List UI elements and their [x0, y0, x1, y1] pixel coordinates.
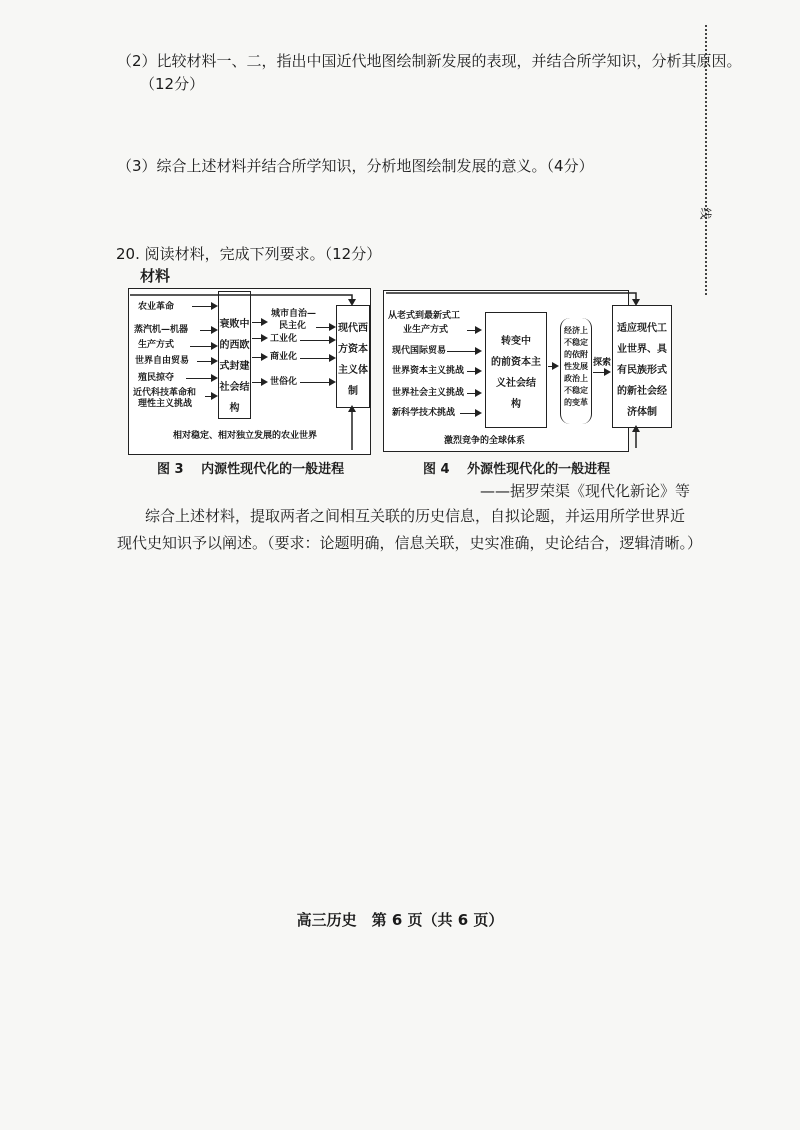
binding-line-mark: 线: [698, 207, 713, 220]
fig4-input-2: 业生产方式: [403, 325, 449, 335]
fig4-bracket-line-4: 性发展: [564, 362, 588, 371]
fig4-bracket-line-2: 不稳定: [564, 338, 588, 347]
fig4-bracket-line-1: 经济上: [564, 326, 588, 335]
fig4-bracket-line-5: 政治上: [564, 374, 588, 383]
fig4-middle-line-1: 转变中: [501, 336, 531, 347]
question-20-instruction: 综合上述材料，提取两者之间相互关联的历史信息，自拟论题，并运用所学世界近现代史知识予以阐述。（要求：论题明确，信息关联，史实准确，史论结合，逻辑清晰。）: [117, 507, 703, 552]
fig4-explore-label: 探索: [593, 358, 612, 368]
fig4-middle-line-3: 义社会结: [496, 378, 536, 389]
fig4-input-6: 新科学技术挑战: [392, 408, 456, 418]
fig3-input-6: 近代科技革命和: [133, 388, 197, 398]
figure-4-caption: 图 4 外源性现代化的一般进程: [423, 462, 611, 477]
fig3-right-line-3: 主义体: [338, 365, 368, 376]
fig4-right-line-1: 适应现代工: [617, 323, 667, 334]
fig3-bottom-label: 相对稳定、相对独立发展的农业世界: [173, 431, 318, 441]
fig3-middle-line-1: 衰败中: [219, 319, 250, 330]
fig3-input-7: 理性主义挑战: [138, 399, 193, 409]
fig3-mid-label-2: 民主化: [279, 321, 307, 331]
fig4-middle-line-4: 构: [511, 399, 521, 410]
material-source: ——据罗荣渠《现代化新论》等: [480, 482, 691, 500]
fig3-middle-line-3: 式封建: [219, 361, 250, 372]
figure-3-caption: 图 3 内源性现代化的一般进程: [157, 462, 345, 477]
fig3-input-2: 蒸汽机—机器: [134, 325, 189, 335]
fig3-input-5: 殖民掠夺: [138, 373, 175, 383]
fig4-right-line-4: 的新社会经: [617, 386, 667, 397]
question-2-text: （2）比较材料一、二，指出中国近代地图绘制新发展的表现，并结合所学知识，分析其原因。: [117, 52, 742, 70]
question-3-text: （3）综合上述材料并结合所学知识，分析地图绘制发展的意义。（4分）: [117, 157, 594, 175]
fig3-middle-line-4: 社会结: [219, 382, 250, 393]
fig3-input-4: 世界自由贸易: [135, 356, 190, 366]
material-label: 材料: [140, 267, 171, 285]
diagram-connector-lines: [0, 0, 800, 500]
fig4-bottom-label: 激烈竞争的全球体系: [444, 436, 526, 446]
fig3-input-1: 农业革命: [138, 302, 175, 312]
fig4-input-4: 世界资本主义挑战: [392, 366, 465, 376]
fig3-middle-line-5: 构: [229, 403, 240, 414]
question-20-heading: 20. 阅读材料，完成下列要求。（12分）: [116, 245, 382, 263]
fig3-mid-label-1: 城市自治—: [271, 309, 317, 319]
fig4-bracket-line-6: 不稳定: [564, 386, 588, 395]
fig4-right-line-3: 有民族形式: [617, 365, 667, 376]
question-2-score: （12分）: [140, 75, 205, 93]
fig4-bracket-line-3: 的依附: [564, 350, 588, 359]
fig4-middle-line-2: 的前资本主: [491, 357, 541, 368]
fig4-right-line-5: 济体制: [627, 407, 657, 418]
fig4-bracket-line-7: 的变革: [564, 398, 588, 407]
page-footer: 高三历史 第 6 页（共 6 页）: [296, 911, 504, 929]
fig4-input-1: 从老式到最新式工: [388, 311, 461, 321]
fig4-input-3: 现代国际贸易: [392, 346, 447, 356]
fig3-mid-label-3: 工业化: [270, 334, 298, 344]
fig3-right-line-4: 制: [348, 386, 358, 397]
fig3-mid-label-4: 商业化: [270, 352, 298, 362]
fig3-right-line-2: 方资本: [338, 344, 368, 355]
fig3-middle-line-2: 的西欧: [219, 340, 250, 351]
fig3-right-line-1: 现代西: [338, 323, 368, 334]
fig3-input-3: 生产方式: [138, 340, 175, 350]
fig3-mid-label-5: 世俗化: [270, 377, 298, 387]
fig4-input-5: 世界社会主义挑战: [392, 388, 465, 398]
fig4-right-line-2: 业世界、具: [617, 344, 667, 355]
